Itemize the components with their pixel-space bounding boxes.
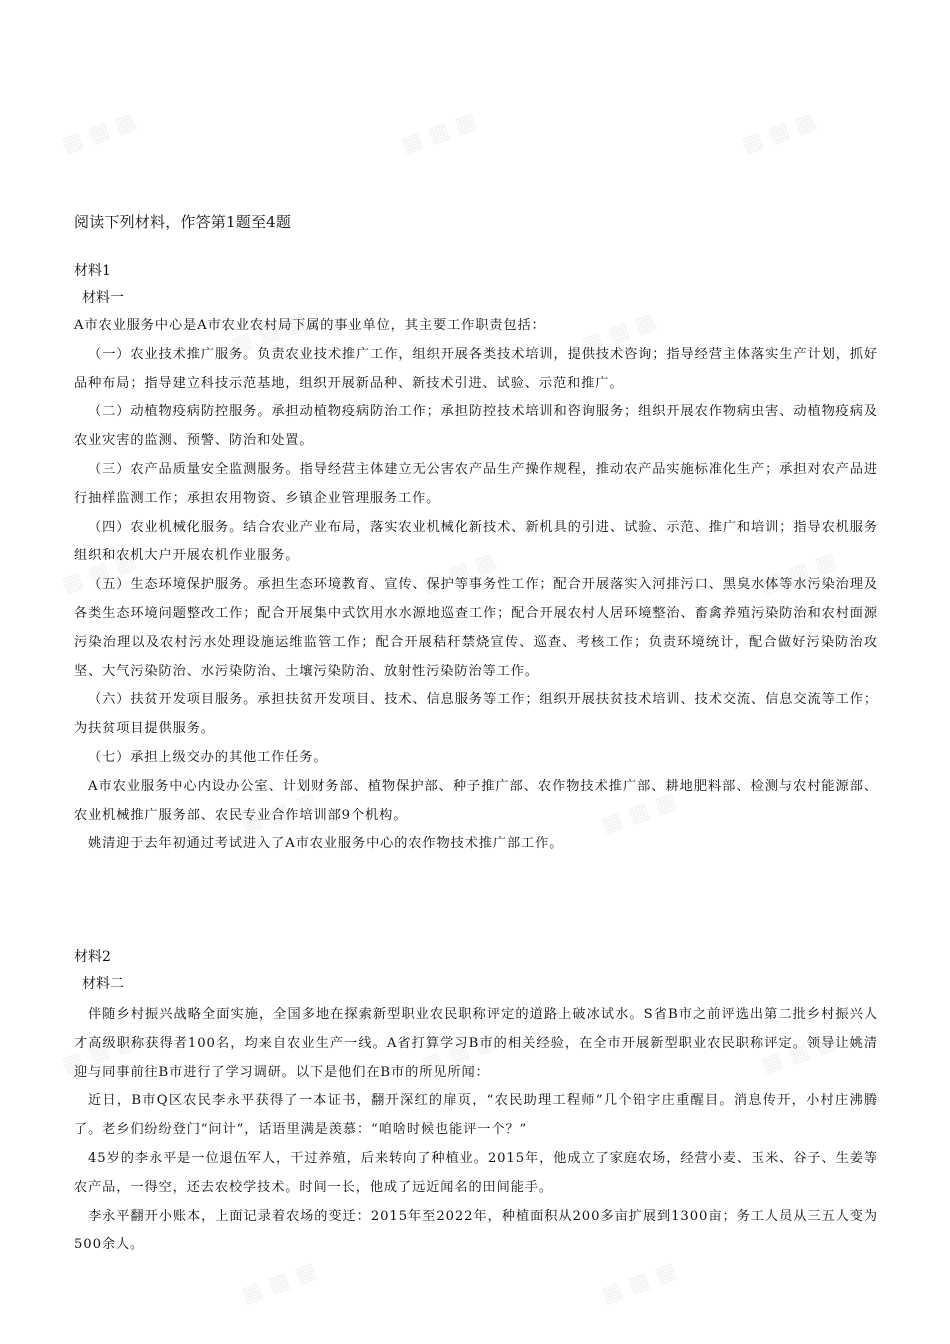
paragraph: A市农业服务中心是A市农业农村局下属的事业单位，其主要工作职责包括：: [74, 318, 546, 333]
watermark: ▦ ▦ ▦: [757, 547, 840, 599]
watermark: ▦ ▦ ▦: [737, 107, 820, 159]
material1-body: [74, 312, 878, 859]
watermark: ▦ ▦ ▦: [57, 107, 140, 159]
watermark: ▦ ▦ ▦: [577, 307, 660, 359]
material2-sublabel: 材料二: [82, 976, 124, 992]
paragraph: （六）扶贫开发项目服务。承担扶贫开发项目、技术、信息服务等工作；组织开展扶贫技术培训、技术交流、信息交流等工作；为扶贫项目提供服务。: [74, 692, 878, 737]
material1-sublabel: 材料一: [82, 290, 124, 306]
watermark: ▦ ▦ ▦: [397, 107, 480, 159]
paragraph: （五）生态环境保护服务。承担生态环境教育、宣传、保护等事务性工作；配合开展落实入河排污口、黑臭水体等水污染治理及各类生态环境问题整改工作；配合开展集中式饮用水水源地巡查工作；配合开展农村人居环境整治、畜禽养殖污染防治和农村面源污染治理以及农村污水处理设施运维监管工作；配合开展秸秆禁烧宣传、巡查、考核工作；负责环境统计，配合做好污染防治攻坚、大气污染防治、水污染防治、土壤污染防治、放射性污染防治等工作。: [74, 577, 878, 679]
paragraph: 姚清迎于去年初通过考试进入了A市农业服务中心的农作物技术推广部工作。: [88, 836, 564, 852]
material2-label: 材料2: [74, 949, 111, 965]
watermark: ▦ ▦ ▦: [237, 1257, 320, 1309]
material1-label: 材料1: [74, 263, 111, 279]
paragraph: A市农业服务中心内设办公室、计划财务部、植物保护部、种子推广部、农作物技术推广部、耕地肥料部、检测与农村能源部、农业机械推广服务部、农民专业合作培训部9个机构。: [74, 778, 878, 823]
paragraph: （三）农产品质量安全监测服务。指导经营主体建立无公害农产品生产操作规程，推动农产品实施标准化生产；承担对农产品进行抽样监测工作；承担农用物资、乡镇企业管理服务工作。: [74, 461, 878, 506]
paragraph: 45岁的李永平是一位退伍军人，干过养殖，后来转向了种植业。2015年，他成立了家庭农场，经营小麦、玉米、谷子、生姜等农产品，一得空，还去农校学技术。时间一长，他成了远近闻名的田间能手。: [74, 1150, 878, 1195]
watermark: ▦ ▦ ▦: [227, 307, 310, 359]
paragraph: 近日，B市Q区农民李永平获得了一本证书，翻开深红的扉页，“农民助理工程师”几个铅字庄重醒目。消息传开，小村庄沸腾了。老乡们纷纷登门“问计”，话语里满是羡慕：“咱啥时候也能评一个？”: [74, 1093, 878, 1138]
watermark: ▦ ▦ ▦: [597, 787, 680, 839]
paragraph: 伴随乡村振兴战略全面实施，全国多地在探索新型职业农民职称评定的道路上破冰试水。S省B市之前评选出第二批乡村振兴人才高级职称获得者100名，均来自农业生产一线。A省打算学习B市的相关经验，在全市开展新型职业农民职称评定。领导让姚清迎与同事前往B市进行了学习调研。以下是他们在B市的所见所闻：: [74, 1007, 878, 1080]
instruction-heading: 阅读下列材料，作答第1题至4题: [74, 213, 292, 231]
paragraph: （四）农业机械化服务。结合农业产业布局，落实农业机械化新技术、新机具的引进、试验、示范、推广和培训；指导农机服务组织和农机大户开展农机作业服务。: [74, 519, 878, 564]
material2-body: [74, 1001, 878, 1260]
watermark: ▦ ▦ ▦: [417, 1027, 500, 1079]
watermark: ▦ ▦ ▦: [57, 547, 140, 599]
paragraph: （一）农业技术推广服务。负责农业技术推广工作，组织开展各类技术培训，提供技术咨询；指导经营主体落实生产计划，抓好品种布局；指导建立科技示范基地，组织开展新品种、新技术引进、试验、示范和推广。: [74, 346, 878, 391]
watermark: ▦ ▦ ▦: [597, 1257, 680, 1309]
watermark: ▦ ▦ ▦: [237, 787, 320, 839]
watermark: ▦ ▦ ▦: [757, 1027, 840, 1079]
paragraph: 李永平翻开小账本，上面记录着农场的变迁：2015年至2022年，种植面积从200多亩扩展到1300亩；务工人员从三五人变为500余人。: [74, 1208, 878, 1253]
watermark: ▦ ▦ ▦: [417, 547, 500, 599]
watermark: ▦ ▦ ▦: [57, 1027, 140, 1079]
paragraph: （二）动植物疫病防控服务。承担动植物疫病防治工作；承担防控技术培训和咨询服务；组织开展农作物病虫害、动植物疫病及农业灾害的监测、预警、防治和处置。: [74, 404, 878, 449]
paragraph: （七）承担上级交办的其他工作任务。: [88, 749, 328, 765]
